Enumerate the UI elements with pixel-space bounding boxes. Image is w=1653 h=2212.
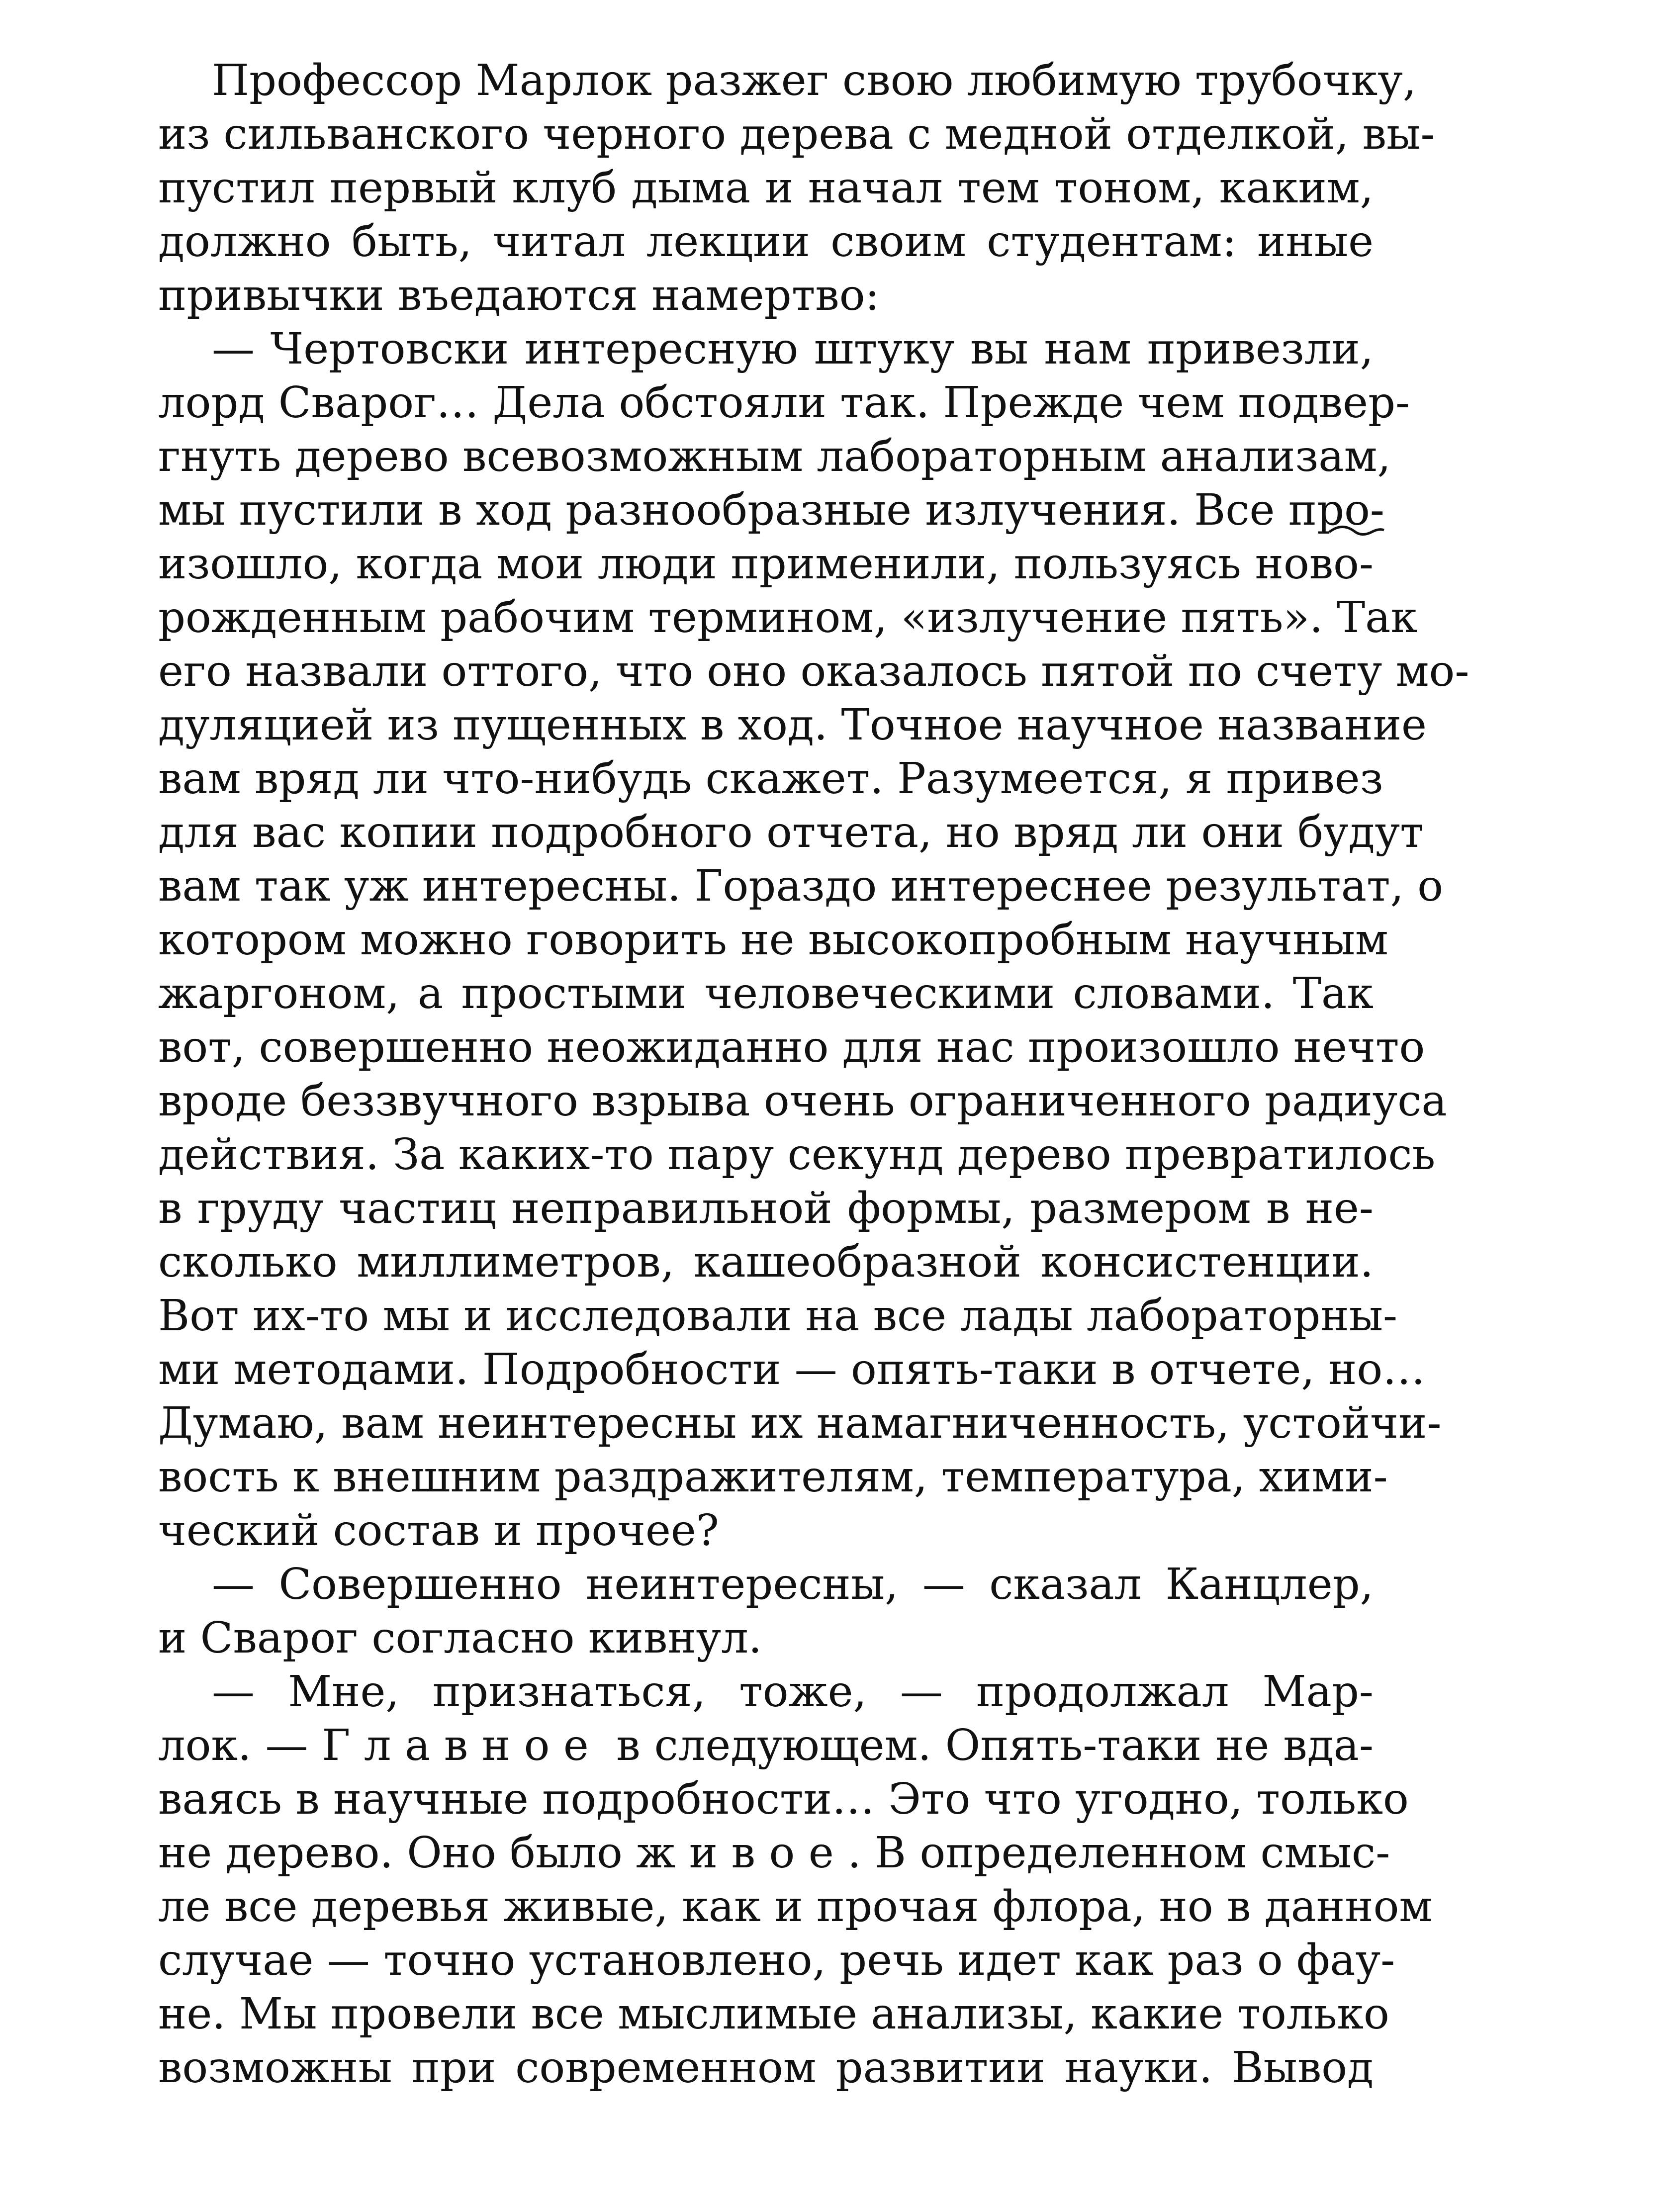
text-line-content: в груду частиц неправильной формы, размером в не- xyxy=(158,1184,1374,1233)
text-line xyxy=(158,645,1469,698)
text-line xyxy=(158,430,1391,483)
text-line-content: — Совершенно неинтересны, — сказал Канцлер, xyxy=(212,1560,1374,1609)
text-line-content: Вот их-то мы и исследовали на все лады лабораторны- xyxy=(158,1291,1398,1341)
text-line-content: вость к внешним раздражителям, температура, хими- xyxy=(158,1452,1388,1502)
text-line-content: ле все деревья живые, как и прочая флора, но в данном xyxy=(158,1882,1433,1932)
side-rail xyxy=(1422,0,1552,2212)
text-line-content: вам вряд ли что-нибудь скажет. Разумеется, я привез xyxy=(158,754,1383,804)
text-line-content: вам так уж интересны. Гораздо интереснее результат, о xyxy=(158,861,1444,911)
text-line xyxy=(158,967,1374,1020)
text-line xyxy=(158,1450,1388,1504)
spaced-emphasis: живое xyxy=(636,1828,848,1878)
text-line-continuation: в следующем. Опять-таки не вда- xyxy=(602,1721,1374,1770)
text-line-content: ческий состав и прочее? xyxy=(158,1506,719,1556)
text-line-content: изошло, когда мои люди применили, пользуясь ново- xyxy=(158,539,1374,589)
text-line xyxy=(158,161,1374,215)
text-line xyxy=(158,107,1435,161)
text-line-content: из сильванского черного дерева с медной отделкой, вы- xyxy=(158,109,1435,159)
text-line xyxy=(158,806,1424,859)
text-line xyxy=(158,1504,1374,1558)
text-line-content: мы пустили в ход разнообразные излучения. Все про- xyxy=(158,485,1384,535)
text-line xyxy=(158,859,1444,913)
text-line xyxy=(158,591,1418,645)
text-line xyxy=(158,1772,1409,1826)
text-line xyxy=(158,1396,1442,1450)
text-line xyxy=(158,1128,1436,1182)
text-line xyxy=(158,54,1417,107)
spaced-emphasis: Главное xyxy=(322,1721,603,1770)
text-line-content: Профессор Марлок разжег свою любимую трубочку, xyxy=(212,56,1417,105)
text-line-content: — Мне, признаться, тоже, — продолжал Мар- xyxy=(212,1667,1374,1717)
text-line xyxy=(158,215,1374,269)
text-line-content: действия. За каких-то пару секунд дерево превратилось xyxy=(158,1130,1436,1180)
text-line xyxy=(158,698,1427,752)
text-line xyxy=(158,1826,1390,1880)
text-line-content: ваясь в научные подробности… Это что угодно, только xyxy=(158,1774,1409,1824)
text-line xyxy=(158,1611,1374,1665)
text-line-content: дуляцией из пущенных в ход. Точное научное название xyxy=(158,700,1427,750)
text-line-content: — Чертовски интересную штуку вы нам привезли, xyxy=(212,324,1374,374)
text-line xyxy=(158,913,1388,967)
text-line-content: жаргоном, а простыми человеческими словами. Так xyxy=(158,969,1374,1018)
text-line xyxy=(158,537,1374,591)
text-line xyxy=(158,1934,1395,1987)
text-line-content: ми методами. Подробности — опять-таки в отчете, но… xyxy=(158,1345,1426,1394)
text-line-content: котором можно говорить не высокопробным научным xyxy=(158,915,1388,965)
text-line xyxy=(158,1558,1374,1611)
text-line-content: возможны при современном развитии науки. Вывод xyxy=(158,2043,1374,2093)
text-line-content: лок. — xyxy=(158,1721,322,1770)
text-line xyxy=(158,1343,1426,1396)
text-line-content: сколько миллиметров, кашеобразной консистенции. xyxy=(158,1237,1374,1287)
text-line-content: для вас копии подробного отчета, но вряд ли они будут xyxy=(158,808,1424,857)
text-line-content: пустил первый клуб дыма и начал тем тоном, каким, xyxy=(158,163,1374,213)
text-line xyxy=(158,1182,1374,1235)
text-line xyxy=(158,483,1384,537)
text-line xyxy=(158,322,1374,376)
text-line xyxy=(158,1665,1374,1719)
text-line xyxy=(158,1289,1398,1343)
ink-mark xyxy=(1327,517,1386,547)
body-text xyxy=(158,54,1469,2095)
text-line-content: вроде беззвучного взрыва очень ограниченного радиуса xyxy=(158,1076,1447,1126)
text-line xyxy=(158,1074,1447,1128)
text-line xyxy=(158,1020,1425,1074)
text-line xyxy=(158,1719,1374,1772)
text-line-content: не. Мы провели все мыслимые анализы, какие только xyxy=(158,1989,1389,2039)
text-line xyxy=(158,269,1374,322)
text-line-content: его назвали оттого, что оно оказалось пятой по счету мо- xyxy=(158,646,1469,696)
text-line-continuation: . В определенном смыс- xyxy=(847,1828,1390,1878)
text-line-content: рожденным рабочим термином, «излучение пять». Так xyxy=(158,593,1418,643)
text-line-content: гнуть дерево всевозможным лабораторным анализам, xyxy=(158,432,1391,481)
text-line xyxy=(158,2041,1374,2095)
text-line-content: Думаю, вам неинтересны их намагниченность, устойчи- xyxy=(158,1398,1442,1448)
text-line-content: должно быть, читал лекции своим студентам: иные xyxy=(158,217,1374,267)
text-line xyxy=(158,752,1383,806)
text-line-content: случае — точно установлено, речь идет как раз о фау- xyxy=(158,1936,1395,1985)
text-line-content: не дерево. Оно было xyxy=(158,1828,637,1878)
text-line-content: привычки въедаются намертво: xyxy=(158,271,880,320)
text-line xyxy=(158,376,1410,430)
text-line xyxy=(158,1987,1389,2041)
text-line-content: вот, совершенно неожиданно для нас произошло нечто xyxy=(158,1022,1425,1072)
text-line-content: и Сварог согласно кивнул. xyxy=(158,1613,762,1663)
text-line xyxy=(158,1235,1374,1289)
text-line-content: лорд Сварог… Дела обстояли так. Прежде чем подвер- xyxy=(158,378,1410,428)
text-line xyxy=(158,1880,1433,1934)
